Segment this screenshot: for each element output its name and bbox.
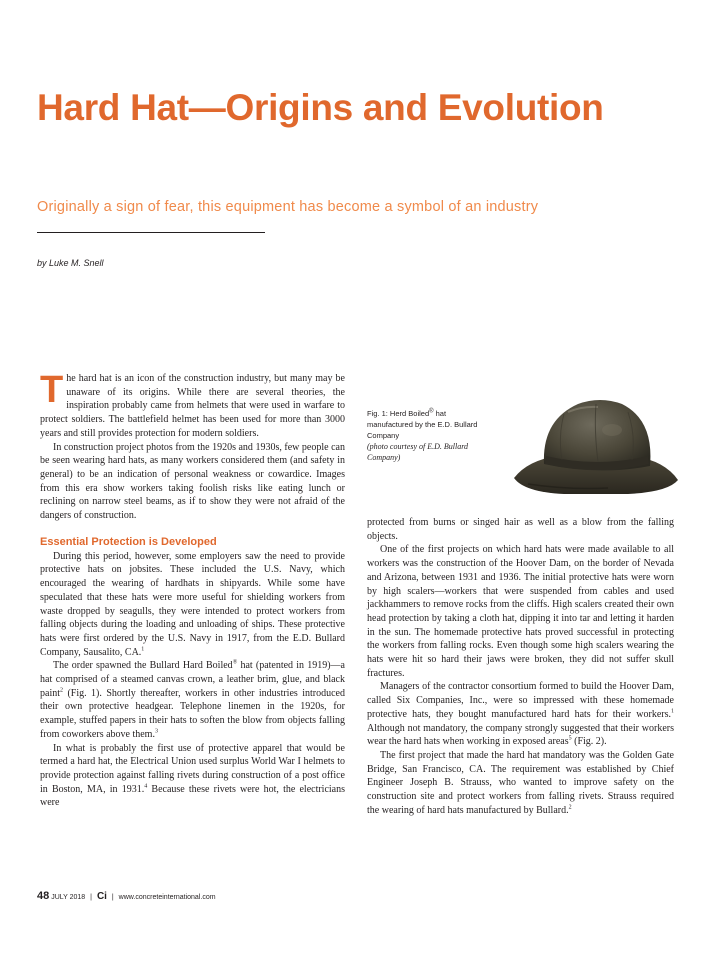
paragraph-text: he hard hat is an icon of the construction industry, but many may be unaware of its origins. While there are several theories, the inspiration probably came from helmets that were used in warfare to protect soldiers. The battlefield helmet has been used for more than 3000 years and still provides protection for modern soldiers. [40,373,345,439]
paragraph-text: (Fig. 1). Shortly thereafter, workers in other industries introduced their own protective headgear. Telephone linemen in the 1920s, for example, stuffed papers in their hats to soften the blow from objects falling from coworkers above them. [40,687,345,740]
registered-mark: ® [232,660,238,667]
reference-mark: 3 [154,728,158,735]
reference-mark: 4 [144,783,148,790]
photo-credit: (photo courtesy of E.D. Bullard Company) [367,442,469,462]
paragraph-text: The first project that made the hard hat mandatory was the Golden Gate Bridge, San Francisco, CA. The requirement was established by Chief Engineer Joseph B. Strauss, who wanted to improve safety on the construction site and protect workers from falling rivets. Strauss required the wearing of hard hats manufactured by Bullard. [367,749,674,816]
paragraph-text: (Fig. 2). [571,736,607,748]
column-right [367,516,674,817]
article-subtitle: Originally a sign of fear, this equipment has become a symbol of an industry [37,199,539,215]
hard-hat-photo [508,390,682,502]
paragraph-text: The order spawned the Bullard Hard Boiled [53,660,233,672]
title-divider [37,232,265,233]
drop-cap: T [40,369,64,411]
reference-mark: 1 [141,646,145,653]
article-title: Hard Hat—Origins and Evolution [37,87,604,128]
reference-mark: 2 [60,687,63,694]
paragraph [367,680,674,749]
paragraph [40,550,345,660]
paragraph: In construction project photos from the 1920s and 1930s, few people can be seen wearing hard hats, as many workers considered them (and safety in general) to be an indication of personal weakness or cowardice. Images from this era show workers taking foolish risks like eating lunch or reclining on narrow steel beams, as if to show they were not afraid of the dangers of construction. [40,441,345,522]
footer-separator: | [90,894,92,901]
caption-text: hat manufactured by the E.D. Bullard Company [367,409,478,440]
page-footer [37,890,216,902]
caption-label: Fig. 1: Herd Boiled [367,409,430,418]
paragraph-text: Because these rivets were hot, the electricians were [40,783,346,809]
column-left [40,369,346,810]
section-heading: Essential Protection is Developed [40,535,217,548]
paragraph: protected from burns or singed hair as well as a blow from the falling objects. [367,517,674,542]
paragraph [40,659,345,741]
paragraph-text: Although not mandatory, the company strongly suggested that their workers wear the hard hats when working in exposed areas [367,722,674,748]
reference-mark: 5 [568,735,572,742]
paragraph [40,369,345,441]
reference-mark: 2 [568,804,572,811]
registered-mark: ® [429,408,434,415]
issue-date: JULY 2018 [51,894,86,901]
reference-mark: 1 [671,708,674,715]
paragraph-text: During this period, however, some employers saw the need to provide protective hats on jobsites. These included the U.S. Navy, which encouraged the wearing of hardhats in shipyards. While some have speculated that these hats were more useful for shielding workers from waste dropped by seagulls, they were intended to protect workers from falling objects during the loading and unloading of ships. These protective hats were first ordered by the U.S. Navy in 1917, from the E.D. Bullard Company, Sausalito, CA. [40,550,345,658]
paragraph: One of the first projects on which hard hats were made available to all workers was the construction of the Hoover Dam, on the border of Nevada and Arizona, between 1931 and 1936. The initial protective hats were worn by high scalers—workers that were suspended from cables and used jackhammers to remove rocks from the cliffs. High scalers created their own head protection by taking a cloth hat, dipping it into tar and letting it harden in the sun. The homemade protective hats proved successful in protecting the workers from falling rocks. Even though some high scalers wearing the hats were hit so hard their jaws were broken, they did not suffer skull fractures. [367,544,674,679]
page-number: 48 [37,890,50,902]
paragraph-text: hat (patented in 1919)—a hat comprised of a steamed canvas crown, a leather brim, glue, and black paint [40,660,345,699]
footer-separator: | [111,894,114,901]
paragraph-text: Managers of the contractor consortium formed to build the Hoover Dam, called Six Companies, Inc., were so impressed with these homemade protective hats, they bought manufactured hard hats for their workers. [367,681,674,720]
byline: by Luke M. Snell [37,258,104,268]
magazine-logo: Ci [96,891,107,902]
website-url[interactable]: www.concreteinternational.com [118,894,216,901]
paragraph [367,749,674,818]
figure-caption [367,408,489,463]
paragraph [40,742,345,811]
paragraph-text: In what is probably the first use of protective apparel that would be termed a hard hat, the Electrical Union used surplus World War I helmets to provide protection against falling rivets during construction of a post office in Boston, MA, in 1931. [40,742,345,795]
